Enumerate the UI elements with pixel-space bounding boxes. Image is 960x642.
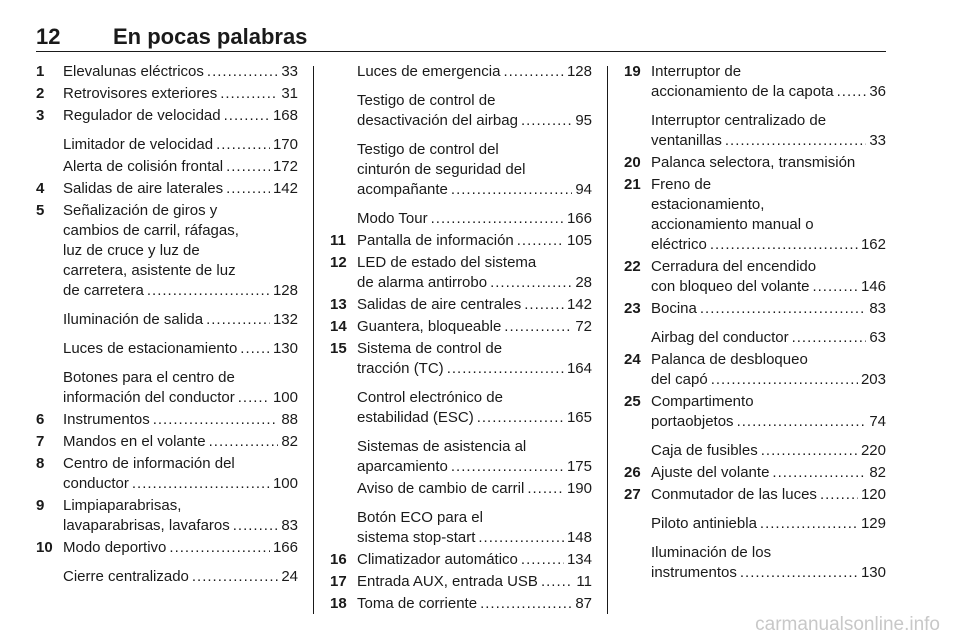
index-entry — [330, 437, 592, 477]
dot-leader — [431, 209, 564, 229]
dot-leader — [760, 514, 858, 534]
entry-text: de carretera — [63, 282, 144, 299]
index-entry — [330, 550, 592, 570]
entry-page: 128 — [566, 63, 592, 80]
entry-page: 166 — [272, 539, 298, 556]
entry-number: 27 — [624, 486, 641, 503]
header-rule — [36, 51, 886, 52]
entry-page: 72 — [575, 318, 592, 335]
dot-leader — [451, 457, 564, 477]
index-entry — [36, 62, 298, 82]
dot-leader — [521, 550, 564, 570]
entry-number: 11 — [330, 232, 346, 249]
entry-number: 17 — [330, 573, 347, 590]
index-entry — [36, 179, 298, 199]
entry-number: 15 — [330, 340, 347, 357]
entry-text: lavaparabrisas, lavafaros — [63, 517, 230, 534]
dot-leader — [700, 299, 866, 319]
entry-page: 146 — [860, 278, 886, 295]
dot-leader — [740, 563, 858, 583]
entry-text: desactivación del airbag — [357, 112, 518, 129]
dot-leader — [220, 84, 278, 104]
index-entry — [36, 84, 298, 104]
dot-leader — [541, 572, 573, 592]
dot-leader — [710, 235, 858, 255]
column-divider — [313, 66, 314, 614]
entry-text: Centro de información del — [63, 455, 235, 472]
dot-leader — [504, 317, 572, 337]
entry-page: 74 — [869, 413, 886, 430]
entry-page: 120 — [860, 486, 886, 503]
page-title: En pocas palabras — [113, 24, 308, 49]
index-entry — [624, 392, 886, 432]
dot-leader — [517, 231, 564, 251]
entry-text: Testigo de control de — [357, 92, 496, 109]
index-column-3 — [624, 62, 886, 585]
index-entry — [330, 209, 592, 229]
dot-leader — [447, 359, 564, 379]
index-entry — [624, 175, 886, 255]
dot-leader — [226, 179, 270, 199]
entry-text: Interruptor centralizado de — [651, 112, 827, 129]
dot-leader — [207, 62, 278, 82]
entry-number: 9 — [36, 497, 45, 514]
dot-leader — [792, 328, 867, 348]
entry-text: Limpiaparabrisas, — [63, 497, 182, 514]
entry-text: Iluminación de salida — [63, 311, 204, 328]
entry-number: 3 — [36, 107, 45, 124]
entry-number: 21 — [624, 176, 641, 193]
entry-number: 19 — [624, 63, 641, 80]
dot-leader — [240, 339, 270, 359]
entry-text: Botones para el centro de — [63, 369, 235, 386]
entry-page: 142 — [272, 180, 298, 197]
entry-text: estacionamiento, — [651, 196, 765, 213]
entry-text: instrumentos — [651, 564, 737, 581]
entry-page: 82 — [281, 433, 298, 450]
entry-text: Retrovisores exteriores — [63, 85, 218, 102]
entry-page: 166 — [566, 210, 592, 227]
dot-leader — [132, 474, 270, 494]
entry-page: 94 — [575, 181, 592, 198]
index-entry — [624, 514, 886, 534]
index-entry — [624, 153, 886, 173]
entry-page: 220 — [860, 442, 886, 459]
entry-text: Cierre centralizado — [63, 568, 189, 585]
index-entry — [36, 567, 298, 587]
index-entry — [624, 111, 886, 151]
entry-text: accionamiento manual o — [651, 216, 814, 233]
entry-number: 20 — [624, 154, 641, 171]
entry-text: cinturón de seguridad del — [357, 161, 526, 178]
entry-text: Conmutador de las luces — [651, 486, 817, 503]
entry-text: Palanca de desbloqueo — [651, 351, 808, 368]
entry-text: ventanillas — [651, 132, 722, 149]
dot-leader — [192, 567, 278, 587]
index-entry — [330, 231, 592, 251]
entry-text: Toma de corriente — [357, 595, 478, 612]
dot-leader — [524, 295, 564, 315]
entry-number: 4 — [36, 180, 45, 197]
entry-text: Salidas de aire laterales — [63, 180, 224, 197]
index-entry — [330, 594, 592, 614]
entry-text: Entrada AUX, entrada USB — [357, 573, 538, 590]
entry-page: 128 — [272, 282, 298, 299]
index-column-2 — [330, 62, 592, 616]
entry-number: 13 — [330, 296, 347, 313]
index-entry — [624, 350, 886, 390]
entry-text: accionamiento de la capota — [651, 83, 834, 100]
entry-page: 24 — [281, 568, 298, 585]
entry-text: Modo deportivo — [63, 539, 167, 556]
page-number: 12 — [36, 24, 61, 49]
dot-leader — [226, 157, 270, 177]
index-entry — [36, 538, 298, 558]
column-divider — [607, 66, 608, 614]
index-entry — [330, 388, 592, 428]
entry-number: 1 — [36, 63, 45, 80]
entry-page: 88 — [281, 411, 298, 428]
watermark: carmanualsonline.info — [755, 614, 940, 635]
entry-text: Cerradura del encendido — [651, 258, 817, 275]
entry-text: Salidas de aire centrales — [357, 296, 522, 313]
entry-text: Pantalla de información — [357, 232, 514, 249]
index-entry — [36, 310, 298, 330]
entry-text: Instrumentos — [63, 411, 150, 428]
dot-leader — [147, 281, 270, 301]
entry-text: cambios de carril, ráfagas, — [63, 222, 239, 239]
dot-leader — [451, 180, 572, 200]
entry-page: 33 — [869, 132, 886, 149]
dot-leader — [737, 412, 867, 432]
entry-text: Señalización de giros y — [63, 202, 218, 219]
dot-leader — [725, 131, 866, 151]
index-entry — [330, 479, 592, 499]
entry-text: estabilidad (ESC) — [357, 409, 474, 426]
entry-text: acompañante — [357, 181, 448, 198]
entry-page: 33 — [281, 63, 298, 80]
entry-text: Climatizador automático — [357, 551, 518, 568]
index-entry — [330, 140, 592, 200]
entry-number: 7 — [36, 433, 45, 450]
entry-text: eléctrico — [651, 236, 707, 253]
entry-number: 22 — [624, 258, 641, 275]
dot-leader — [772, 463, 866, 483]
dot-leader — [478, 528, 564, 548]
entry-number: 10 — [36, 539, 53, 556]
index-entry — [330, 339, 592, 379]
dot-leader — [761, 441, 858, 461]
entry-page: 87 — [575, 595, 592, 612]
entry-page: 95 — [575, 112, 592, 129]
dot-leader — [711, 370, 858, 390]
index-entry — [36, 496, 298, 536]
index-entry — [330, 295, 592, 315]
index-entry — [36, 135, 298, 155]
entry-page: 175 — [566, 458, 592, 475]
entry-page: 148 — [566, 529, 592, 546]
index-entry — [36, 410, 298, 430]
dot-leader — [820, 485, 858, 505]
entry-text: Mandos en el volante — [63, 433, 206, 450]
entry-page: 203 — [860, 371, 886, 388]
index-entry — [36, 106, 298, 126]
entry-page: 83 — [869, 300, 886, 317]
entry-number: 23 — [624, 300, 641, 317]
index-entry — [330, 253, 592, 293]
dot-leader — [209, 432, 279, 452]
entry-text: luz de cruce y luz de — [63, 242, 200, 259]
index-entry — [330, 62, 592, 82]
index-entry — [36, 157, 298, 177]
entry-number: 25 — [624, 393, 641, 410]
entry-text: con bloqueo del volante — [651, 278, 810, 295]
entry-number: 5 — [36, 202, 45, 219]
entry-page: 132 — [272, 311, 298, 328]
entry-text: Iluminación de los — [651, 544, 772, 561]
entry-text: Sistemas de asistencia al — [357, 438, 527, 455]
index-entry — [624, 485, 886, 505]
entry-text: Alerta de colisión frontal — [63, 158, 224, 175]
entry-text: aparcamiento — [357, 458, 448, 475]
index-entry — [36, 368, 298, 408]
entry-number: 16 — [330, 551, 347, 568]
entry-page: 28 — [575, 274, 592, 291]
entry-page: 105 — [566, 232, 592, 249]
entry-page: 11 — [576, 573, 592, 590]
entry-text: de alarma antirrobo — [357, 274, 488, 291]
dot-leader — [238, 388, 270, 408]
entry-text: del capó — [651, 371, 708, 388]
entry-number: 26 — [624, 464, 641, 481]
dot-leader — [169, 538, 270, 558]
entry-page: 164 — [566, 360, 592, 377]
index-entry — [624, 463, 886, 483]
page-header — [36, 20, 886, 50]
dot-leader — [216, 135, 270, 155]
index-entry — [36, 454, 298, 494]
entry-text: Guantera, bloqueable — [357, 318, 502, 335]
entry-number: 6 — [36, 411, 45, 428]
entry-page: 142 — [566, 296, 592, 313]
dot-leader — [153, 410, 279, 430]
entry-text: Limitador de velocidad — [63, 136, 214, 153]
index-entry — [624, 257, 886, 297]
dot-leader — [527, 479, 564, 499]
entry-number: 12 — [330, 254, 347, 271]
entry-page: 100 — [272, 475, 298, 492]
entry-text: sistema stop-start — [357, 529, 476, 546]
index-entry — [624, 299, 886, 319]
entry-text: Botón ECO para el — [357, 509, 483, 526]
dot-leader — [503, 62, 564, 82]
entry-text: Caja de fusibles — [651, 442, 758, 459]
entry-page: 31 — [281, 85, 298, 102]
entry-text: conductor — [63, 475, 129, 492]
entry-text: carretera, asistente de luz — [63, 262, 236, 279]
dot-leader — [490, 273, 572, 293]
entry-text: Control electrónico de — [357, 389, 503, 406]
entry-text: Luces de estacionamiento — [63, 340, 238, 357]
index-entry — [36, 201, 298, 301]
entry-page: 172 — [272, 158, 298, 175]
entry-page: 83 — [281, 517, 298, 534]
entry-text: Luces de emergencia — [357, 63, 501, 80]
dot-leader — [477, 408, 564, 428]
entry-page: 82 — [869, 464, 886, 481]
entry-number: 24 — [624, 351, 641, 368]
index-column-1 — [36, 62, 298, 589]
entry-text: Modo Tour — [357, 210, 428, 227]
entry-page: 170 — [272, 136, 298, 153]
index-entry — [624, 543, 886, 583]
entry-text: Compartimento — [651, 393, 754, 410]
entry-page: 134 — [566, 551, 592, 568]
dot-leader — [233, 516, 279, 536]
index-entry — [624, 328, 886, 348]
index-entry — [330, 508, 592, 548]
entry-number: 8 — [36, 455, 45, 472]
index-entry — [330, 572, 592, 592]
entry-text: información del conductor — [63, 389, 235, 406]
index-entry — [624, 441, 886, 461]
index-entry — [36, 432, 298, 452]
dot-leader — [521, 111, 572, 131]
entry-text: LED de estado del sistema — [357, 254, 537, 271]
entry-text: Aviso de cambio de carril — [357, 480, 525, 497]
entry-text: Freno de — [651, 176, 712, 193]
entry-text: Piloto antiniebla — [651, 515, 757, 532]
entry-text: Interruptor de — [651, 63, 742, 80]
entry-text: Elevalunas eléctricos — [63, 63, 204, 80]
entry-page: 130 — [272, 340, 298, 357]
entry-text: portaobjetos — [651, 413, 734, 430]
index-entry — [624, 62, 886, 102]
dot-leader — [812, 277, 858, 297]
entry-text: Bocina — [651, 300, 697, 317]
entry-text: Airbag del conductor — [651, 329, 789, 346]
dot-leader — [206, 310, 270, 330]
entry-page: 168 — [272, 107, 298, 124]
entry-page: 63 — [869, 329, 886, 346]
entry-page: 162 — [860, 236, 886, 253]
dot-leader — [480, 594, 572, 614]
entry-text: Regulador de velocidad — [63, 107, 221, 124]
entry-page: 100 — [272, 389, 298, 406]
entry-page: 130 — [860, 564, 886, 581]
entry-number: 18 — [330, 595, 347, 612]
entry-text: Sistema de control de — [357, 340, 503, 357]
entry-text: Ajuste del volante — [651, 464, 770, 481]
index-entry — [330, 91, 592, 131]
entry-number: 14 — [330, 318, 347, 335]
entry-text: Palanca selectora, transmisión — [651, 154, 856, 171]
entry-text: tracción (TC) — [357, 360, 444, 377]
entry-page: 36 — [869, 83, 886, 100]
dot-leader — [837, 82, 867, 102]
index-entry — [330, 317, 592, 337]
index-entry — [36, 339, 298, 359]
entry-page: 129 — [860, 515, 886, 532]
entry-page: 165 — [566, 409, 592, 426]
dot-leader — [224, 106, 270, 126]
entry-text: Testigo de control del — [357, 141, 499, 158]
entry-page: 190 — [566, 480, 592, 497]
entry-number: 2 — [36, 85, 45, 102]
